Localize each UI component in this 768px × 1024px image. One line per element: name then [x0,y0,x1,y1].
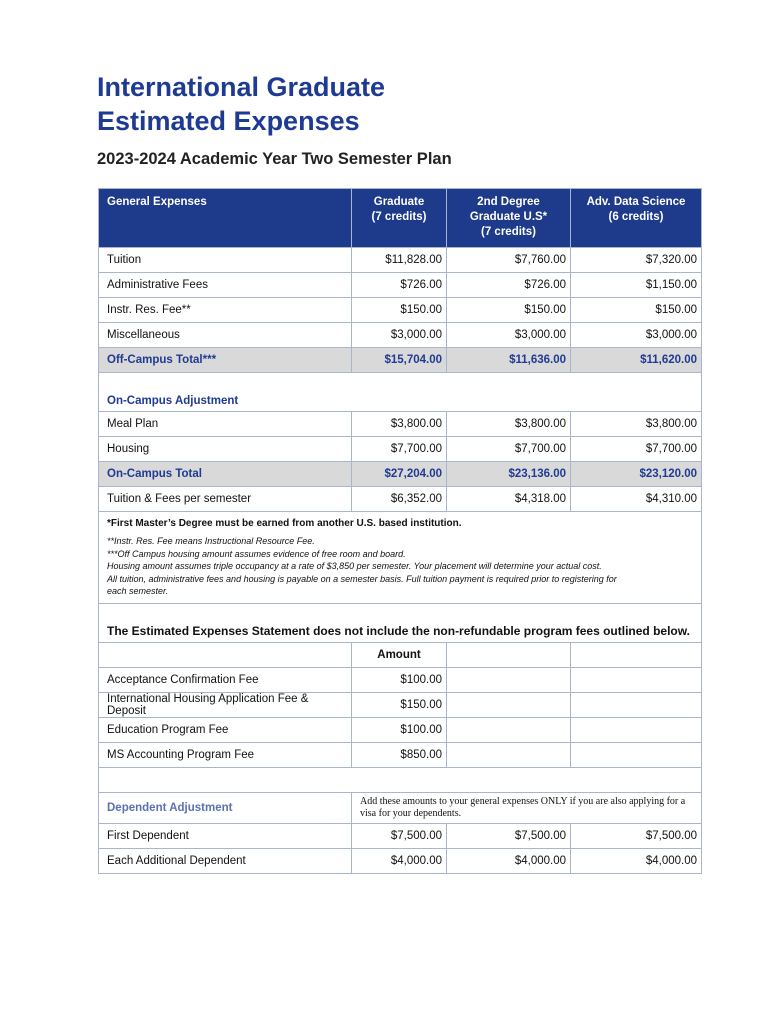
dependent-value: $4,000.00 [447,848,571,873]
dependent-value: $7,500.00 [571,823,702,848]
fee-label: International Housing Application Fee & Deposit [99,692,352,717]
page-subtitle: 2023-2024 Academic Year Two Semester Plan [97,150,452,168]
empty-cell [571,742,702,767]
on-campus-total-label: On-Campus Total [99,462,352,487]
per-semester-value: $6,352.00 [352,487,447,512]
on-campus-total-value: $27,204.00 [352,462,447,487]
fee-row [99,667,702,692]
statement-row [99,603,702,642]
table-header-row [99,189,702,248]
row-label: Meal Plan [99,412,352,437]
per-semester-label: Tuition & Fees per semester [99,487,352,512]
row-value: $1,150.00 [571,273,702,298]
row-value: $3,800.00 [447,412,571,437]
row-value: $150.00 [447,298,571,323]
table-row [99,323,702,348]
fee-amount: $100.00 [352,717,447,742]
empty-cell [447,692,571,717]
row-value: $7,700.00 [352,437,447,462]
empty-cell [571,717,702,742]
on-campus-adjustment-row [99,373,702,412]
header-data-science [571,189,702,248]
empty-cell [99,642,352,667]
fee-amount: $150.00 [352,692,447,717]
per-semester-row [99,487,702,512]
fee-label: Acceptance Confirmation Fee [99,667,352,692]
off-campus-total-value: $11,620.00 [571,348,702,373]
note-line: Housing amount assumes triple occupancy at a rate of $3,850 per semester. Your placement will determine your actual cost. [107,561,602,571]
table-row [99,412,702,437]
empty-cell [99,767,702,792]
note-line: **Instr. Res. Fee means Instructional Resource Fee. [107,536,315,546]
row-value: $3,800.00 [352,412,447,437]
row-value: $7,760.00 [447,248,571,273]
fee-amount: $850.00 [352,742,447,767]
fee-label: Education Program Fee [99,717,352,742]
note-line: ***Off Campus housing amount assumes evidence of free room and board. [107,548,406,559]
off-campus-total-row [99,348,702,373]
table-row [99,248,702,273]
header-general-expenses: General Expenses [99,189,352,248]
row-value: $150.00 [571,298,702,323]
dependent-value: $4,000.00 [352,848,447,873]
note-first-masters: *First Master’s Degree must be earned from another U.S. based institution. [107,518,462,529]
row-value: $7,320.00 [571,248,702,273]
off-campus-total-value: $11,636.00 [447,348,571,373]
note-line: All tuition, administrative fees and housing is payable on a semester basis. Full tuition payment is required prior to registering for [107,573,617,584]
dependent-label: First Dependent [99,823,352,848]
row-value: $726.00 [447,273,571,298]
per-semester-value: $4,318.00 [447,487,571,512]
header-2nd-degree-line1: 2nd Degree [477,196,540,208]
dependent-value: $7,500.00 [352,823,447,848]
fee-label: MS Accounting Program Fee [99,742,352,767]
on-campus-total-value: $23,120.00 [571,462,702,487]
dependent-adjustment-note: Add these amounts to your general expenses ONLY if you are also applying for a visa for your dependents. [352,792,702,823]
statement-text: The Estimated Expenses Statement does not include the non-refundable program fees outlined below. [99,603,702,642]
empty-cell [447,742,571,767]
header-graduate-line2: (7 credits) [371,211,427,223]
table-row [99,437,702,462]
row-value: $3,000.00 [447,323,571,348]
row-label: Tuition [99,248,352,273]
row-label: Administrative Fees [99,273,352,298]
empty-cell [447,717,571,742]
table-row [99,298,702,323]
on-campus-adjustment-label: On-Campus Adjustment [99,373,702,412]
fee-row [99,717,702,742]
empty-cell [447,667,571,692]
row-value: $726.00 [352,273,447,298]
row-value: $3,000.00 [571,323,702,348]
row-label: Instr. Res. Fee** [99,298,352,323]
row-value: $150.00 [352,298,447,323]
header-data-science-line2: (6 credits) [608,211,664,223]
title-line-1: International Graduate [97,72,386,102]
notes-row [99,512,702,604]
row-value: $7,700.00 [571,437,702,462]
dependent-label: Each Additional Dependent [99,848,352,873]
off-campus-total-label: Off-Campus Total*** [99,348,352,373]
table-row [99,273,702,298]
note-line: each semester. [107,586,169,596]
dependent-adjustment-label: Dependent Adjustment [99,792,352,823]
amount-header: Amount [352,642,447,667]
dependent-adjustment-row [99,792,702,823]
per-semester-value: $4,310.00 [571,487,702,512]
expenses-table [98,188,702,874]
spacer-row [99,767,702,792]
page-title [97,70,597,138]
header-graduate [352,189,447,248]
header-2nd-degree [447,189,571,248]
empty-cell [571,692,702,717]
on-campus-total-row [99,462,702,487]
empty-cell [447,642,571,667]
dependent-row [99,848,702,873]
fee-row [99,692,702,717]
header-data-science-line1: Adv. Data Science [586,196,686,208]
fee-amount: $100.00 [352,667,447,692]
amount-header-row [99,642,702,667]
row-label: Miscellaneous [99,323,352,348]
row-value: $7,700.00 [447,437,571,462]
row-value: $3,800.00 [571,412,702,437]
fee-row [99,742,702,767]
dependent-row [99,823,702,848]
off-campus-total-value: $15,704.00 [352,348,447,373]
header-2nd-degree-line2: Graduate U.S* [469,211,548,223]
header-graduate-line1: Graduate [373,196,425,208]
on-campus-total-value: $23,136.00 [447,462,571,487]
notes-cell [99,512,702,604]
dependent-value: $4,000.00 [571,848,702,873]
row-value: $3,000.00 [352,323,447,348]
dependent-value: $7,500.00 [447,823,571,848]
empty-cell [571,667,702,692]
empty-cell [571,642,702,667]
row-label: Housing [99,437,352,462]
title-line-2: Estimated Expenses [97,106,360,136]
row-value: $11,828.00 [352,248,447,273]
header-2nd-degree-line3: (7 credits) [481,226,536,238]
